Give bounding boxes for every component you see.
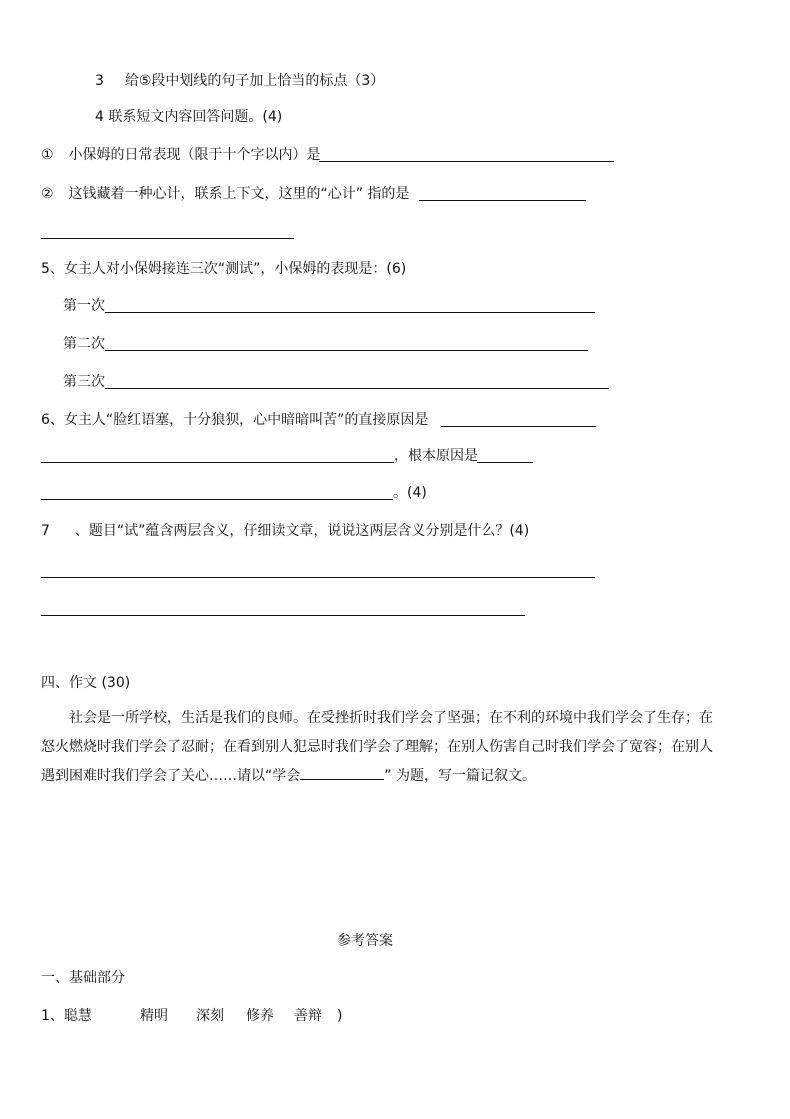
item-2-marker: ② (41, 186, 54, 202)
question-3-text: 给⑤段中划线的句子加上恰当的标点（3） (124, 73, 385, 89)
composition-line-3 (41, 762, 536, 791)
composition-line-3-end: ” 为题，写一篇记叙文。 (384, 768, 536, 784)
question-4-item-1 (41, 145, 320, 165)
answer-blank-5-1[interactable] (105, 312, 595, 313)
answers-section-1: 一、基础部分 (41, 970, 125, 986)
answers-row-1-number: 1、 (41, 1008, 64, 1024)
answer-blank-4-2b[interactable] (41, 238, 294, 239)
item-2-text: 这钱藏着一种心计，联系上下文，这里的“心计” 指的是 (68, 186, 410, 202)
answer-blank-7-2[interactable] (41, 615, 525, 616)
question-3 (95, 71, 384, 91)
question-5: 5、女主人对小保姆接连三次“测试”，小保姆的表现是：(6) (41, 261, 407, 277)
composition-line-3-start: 遇到困难时我们学会了关心……请以“学会 (41, 768, 301, 784)
q6-end-text: 。(4) (393, 485, 427, 501)
q5-second-label: 第二次 (63, 336, 105, 352)
answer-blank-5-3[interactable] (105, 388, 609, 389)
answer-word: 精明 (140, 1008, 168, 1024)
answer-blank-4-2a[interactable] (419, 200, 586, 201)
answer-word: 善辩 (294, 1008, 322, 1024)
composition-line-1: 社会是一所学校，生活是我们的良师。在受挫折时我们学会了坚强；在不利的环境中我们学会了生存；在 (69, 710, 713, 726)
item-1-marker: ① (41, 147, 54, 163)
answer-word: 深刻 (196, 1008, 224, 1024)
q6-mid-text: ，根本原因是 (394, 448, 478, 464)
question-3-number: 3 (95, 73, 104, 89)
answer-blank-6-3[interactable] (477, 462, 533, 463)
question-7-text: 、题目“试”蕴含两层含义，仔细读文章，说说这两层含义分别是什么？(4) (74, 523, 530, 539)
composition-title-blank[interactable] (300, 765, 384, 780)
question-7 (41, 521, 529, 541)
answer-blank-6-1[interactable] (441, 426, 596, 427)
answer-blank-7-1[interactable] (41, 577, 595, 578)
answers-title: 参考答案 (337, 933, 393, 949)
q5-first-label: 第一次 (63, 298, 105, 314)
question-7-number: 7 (41, 523, 50, 539)
answers-row-1 (41, 1006, 92, 1026)
answer-blank-4-1[interactable] (319, 161, 614, 162)
q5-third-label: 第三次 (63, 374, 105, 390)
answer-blank-5-2[interactable] (105, 350, 588, 351)
answer-word: 修养 (246, 1008, 274, 1024)
question-6: 6、女主人“脸红语塞，十分狼狈，心中暗暗叫苦”的直接原因是 (41, 412, 429, 428)
composition-heading: 四、作文 (30) (41, 675, 131, 691)
answers-row-1-tail: ) (337, 1008, 343, 1024)
answer-blank-6-2[interactable] (41, 462, 394, 463)
answer-word: 聪慧 (63, 1008, 92, 1024)
question-4-item-2 (41, 184, 409, 204)
answer-blank-6-4[interactable] (41, 499, 393, 500)
question-4: 4 联系短文内容回答问题。(4) (95, 109, 283, 125)
item-1-text: 小保姆的日常表现（限于十个字以内）是 (68, 147, 321, 163)
composition-line-2: 怒火燃烧时我们学会了忍耐；在看到别人犯忌时我们学会了理解；在别人伤害自己时我们学会了宽容；在别人 (41, 739, 713, 755)
